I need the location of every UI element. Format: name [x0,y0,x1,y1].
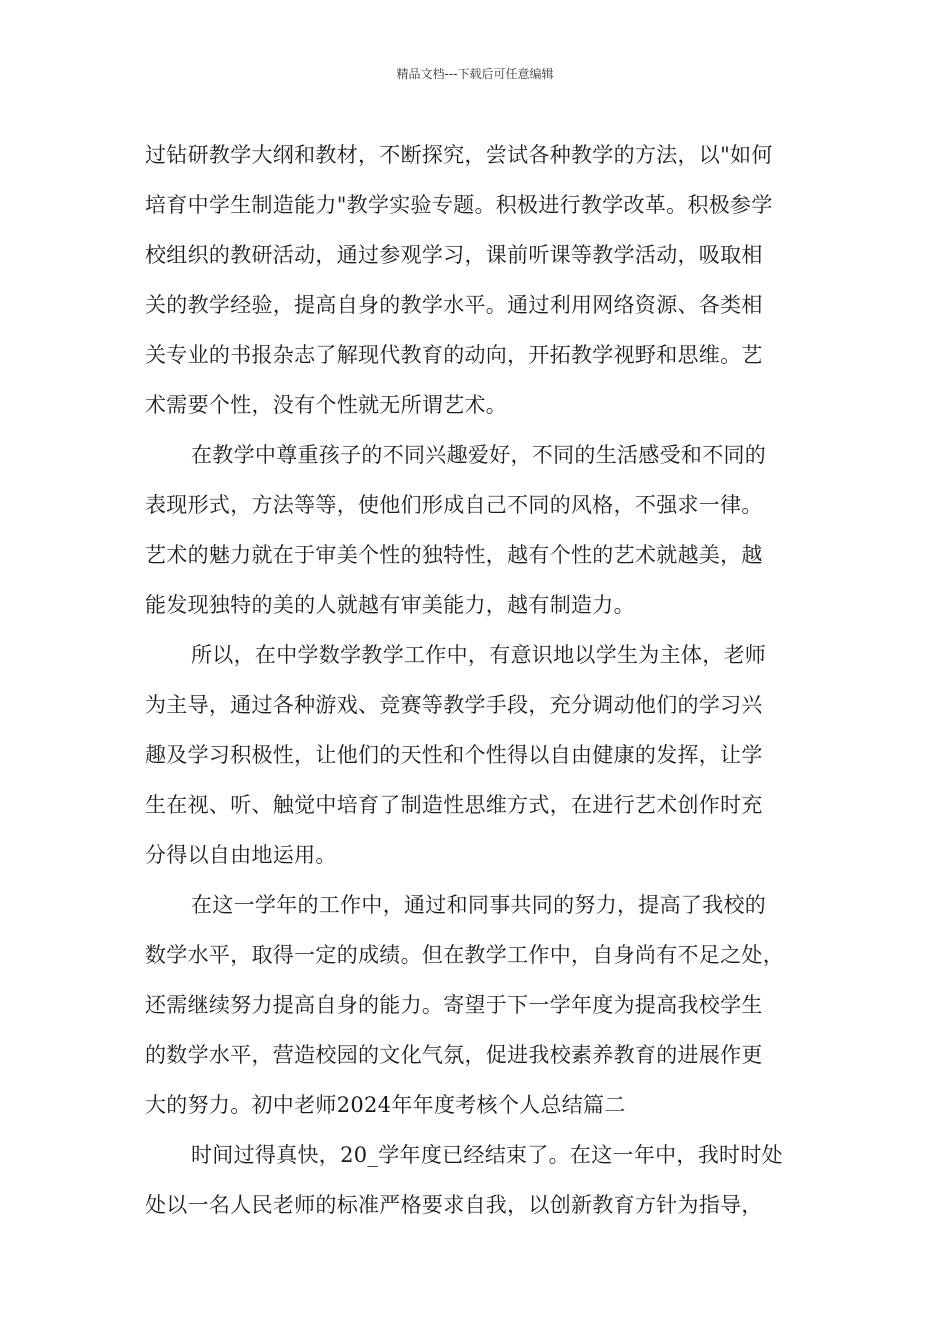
text-line: 趣及学习积极性，让他们的天性和个性得以自由健康的发挥，让学 [145,743,763,767]
text-line: 处以一名人民老师的标准严格要求自我，以创新教育方针为指导， [145,1193,763,1217]
text-line: 分得以自由地运用。 [145,843,337,867]
paragraph-first-line: 所以，在中学数学教学工作中，有意识地以学生为主体，老师 [191,643,767,667]
text-line: 关的教学经验，提高自身的教学水平。通过利用网络资源、各类相 [145,293,763,317]
text-line: 数学水平，取得一定的成绩。但在教学工作中，自身尚有不足之处， [145,943,784,967]
paragraph-first-line: 在教学中尊重孩子的不同兴趣爱好，不同的生活感受和不同的 [191,443,767,467]
text-line: 的数学水平，营造校园的文化气氛，促进我校素养教育的进展作更 [145,1043,763,1067]
text-line: 为主导，通过各种游戏、竞赛等教学手段，充分调动他们的学习兴 [145,693,763,717]
text-line: 术需要个性，没有个性就无所谓艺术。 [145,393,508,417]
text-line: 校组织的教研活动，通过参观学习，课前听课等教学活动，吸取相 [145,243,763,267]
paragraph-first-line: 在这一学年的工作中，通过和同事共同的努力，提高了我校的 [191,893,767,917]
paragraph-first-line: 时间过得真快，20_学年度已经结束了。在这一年中，我时时处 [191,1143,783,1167]
text-line: 还需继续努力提高自身的能力。寄望于下一学年度为提高我校学生 [145,993,763,1017]
text-line: 表现形式，方法等等，使他们形成自己不同的风格，不强求一律。 [145,493,763,517]
text-line: 能发现独特的美的人就越有审美能力，越有制造力。 [145,593,635,617]
text-line: 培育中学生制造能力"教学实验专题。积极进行教学改革。积极参学 [145,193,773,217]
page-header: 精品文档---下载后可任意编辑 [396,67,554,81]
text-line: 过钻研教学大纲和教材，不断探究，尝试各种教学的方法，以"如何 [145,143,773,167]
text-line: 艺术的魅力就在于审美个性的独特性，越有个性的艺术就越美，越 [145,543,763,567]
text-line: 生在视、听、触觉中培育了制造性思维方式，在进行艺术创作时充 [145,793,763,817]
text-line: 大的努力。初中老师2024年年度考核个人总结篇二 [145,1093,626,1117]
document-body [145,130,810,1230]
text-line: 关专业的书报杂志了解现代教育的动向，开拓教学视野和思维。艺 [145,343,763,367]
